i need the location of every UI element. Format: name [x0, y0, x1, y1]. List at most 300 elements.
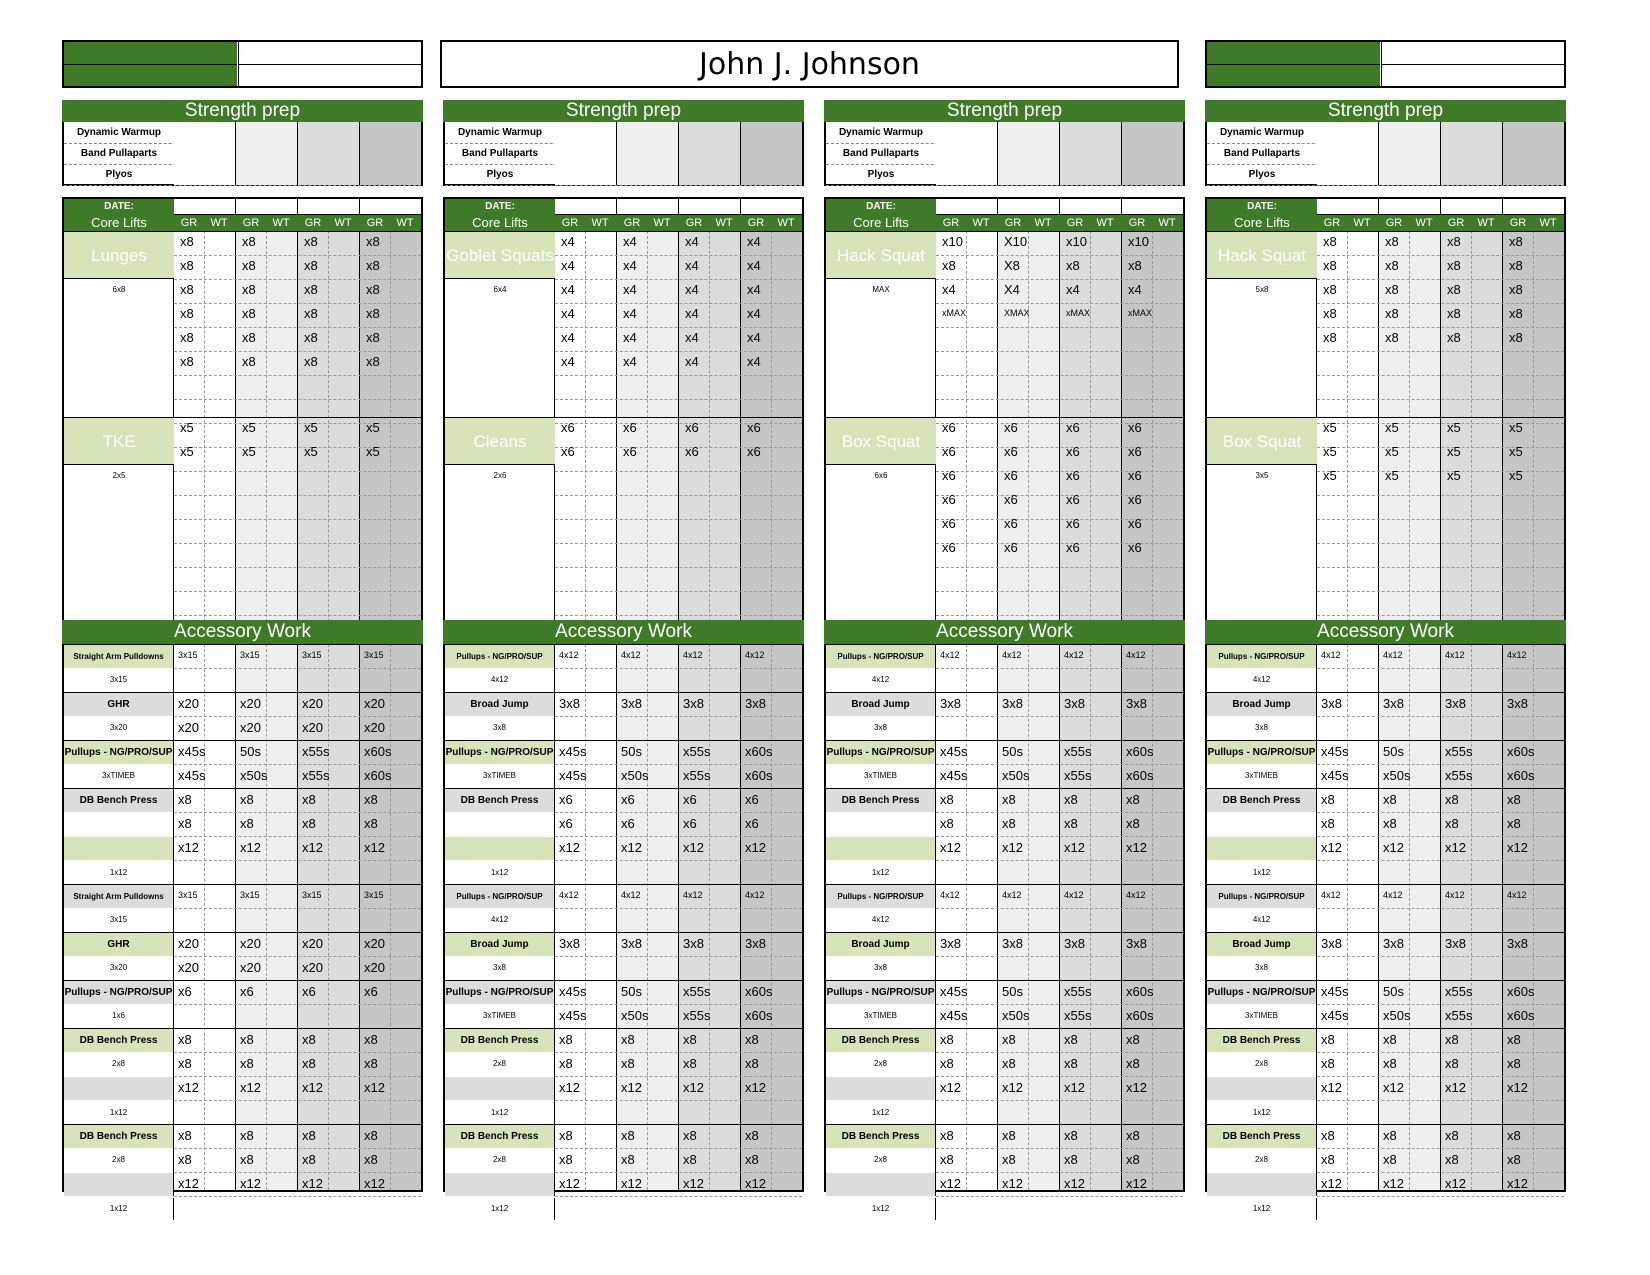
- accessory-exercise: DB Bench Press: [64, 1029, 174, 1052]
- accessory-blank-cell: [445, 1173, 555, 1196]
- set-reps: x8: [1447, 234, 1461, 249]
- wt-header: WT: [334, 217, 352, 229]
- row-line: [174, 519, 421, 520]
- set-reps: x8: [242, 354, 256, 369]
- accessory-value: 3x8: [1507, 696, 1528, 711]
- set-reps: x5: [1509, 420, 1523, 435]
- strength-prep-cell[interactable]: [236, 164, 298, 185]
- strength-prep-cell[interactable]: [679, 164, 741, 185]
- gr-header: GR: [1004, 217, 1022, 229]
- set-reps: xMAX: [1066, 308, 1091, 318]
- date-field[interactable]: [936, 199, 998, 215]
- accessory-value: x8: [1321, 816, 1335, 831]
- row-line: [1317, 1196, 1564, 1197]
- set-reps: x4: [623, 354, 637, 369]
- accessory-value: x8: [745, 1128, 759, 1143]
- accessory-value: x8: [1064, 1128, 1078, 1143]
- set-reps: x8: [242, 258, 256, 273]
- row-line: [174, 591, 421, 592]
- accessory-value: x60s: [745, 1008, 773, 1023]
- strength-prep-cell[interactable]: [1379, 164, 1441, 185]
- set-reps: x4: [747, 258, 761, 273]
- accessory-value: x8: [621, 1032, 635, 1047]
- accessory-value: x12: [1321, 1080, 1342, 1095]
- set-reps: x8: [180, 330, 194, 345]
- row-line: [936, 668, 1183, 669]
- strength-prep-cell[interactable]: [1122, 164, 1184, 185]
- strength-prep-cell[interactable]: [1441, 164, 1503, 185]
- strength-prep-cell[interactable]: [1503, 122, 1565, 143]
- set-reps: x8: [366, 330, 380, 345]
- accessory-title: Accessory Work: [62, 620, 423, 644]
- set-reps: x5: [242, 420, 256, 435]
- accessory-blank-cell: [64, 1077, 174, 1100]
- gr-header: GR: [304, 217, 322, 229]
- date-field[interactable]: [298, 199, 360, 215]
- core-lifts-section: [1205, 197, 1566, 629]
- strength-prep-cell[interactable]: [998, 143, 1060, 164]
- accessory-value: x12: [683, 840, 704, 855]
- accessory-value: x12: [683, 1176, 704, 1191]
- row-line: [936, 860, 1183, 861]
- strength-prep-label: Dynamic Warmup: [826, 122, 937, 143]
- accessory-column: [741, 644, 803, 1190]
- header-right-field-1[interactable]: [1381, 42, 1564, 65]
- accessory-value: x12: [745, 1080, 766, 1095]
- accessory-value: x8: [745, 1056, 759, 1071]
- set-reps: x6: [1066, 540, 1080, 555]
- accessory-value: x45s: [1321, 984, 1349, 999]
- accessory-value: 4x12: [559, 650, 579, 660]
- accessory-value: x8: [1507, 792, 1521, 807]
- wt-header: WT: [1353, 217, 1371, 229]
- strength-prep-cell[interactable]: [936, 143, 998, 164]
- strength-prep-row: [64, 143, 421, 165]
- accessory-value: x8: [302, 792, 316, 807]
- strength-prep-cell[interactable]: [1441, 122, 1503, 143]
- strength-prep-cell[interactable]: [360, 122, 422, 143]
- set-reps: x6: [1004, 468, 1018, 483]
- strength-prep-label: Band Pullaparts: [445, 143, 556, 164]
- accessory-value: x8: [178, 816, 192, 831]
- lift-scheme: 3x5: [1255, 471, 1269, 480]
- strength-prep-cell[interactable]: [174, 164, 236, 185]
- row-line: [936, 399, 1183, 400]
- strength-prep-section: [824, 100, 1185, 186]
- row-line: [936, 447, 1183, 448]
- strength-prep-row: [826, 164, 1183, 186]
- wt-header: WT: [210, 217, 228, 229]
- accessory-exercise: GHR: [64, 693, 174, 716]
- accessory-exercise: Pullups - NG/PRO/SUP: [1207, 645, 1317, 668]
- accessory-value: x20: [302, 720, 323, 735]
- date-field[interactable]: [174, 199, 236, 215]
- set-reps: x6: [747, 444, 761, 459]
- accessory-exercise: DB Bench Press: [64, 789, 174, 812]
- accessory-value: x8: [1445, 792, 1459, 807]
- date-field[interactable]: [555, 199, 617, 215]
- core-lifts-label: Core Lifts: [91, 215, 147, 230]
- strength-prep-cell[interactable]: [555, 143, 617, 164]
- row-line: [555, 303, 802, 304]
- accessory-grid: [555, 644, 802, 1190]
- accessory-value: x60s: [745, 984, 773, 999]
- accessory-value: x20: [302, 936, 323, 951]
- accessory-value: x12: [621, 840, 642, 855]
- accessory-value: x12: [240, 840, 261, 855]
- accessory-exercise: DB Bench Press: [826, 1125, 936, 1148]
- set-reps: x8: [1447, 258, 1461, 273]
- accessory-value: x12: [1002, 1080, 1023, 1095]
- accessory-exercise: Pullups - NG/PRO/SUP: [445, 741, 555, 764]
- strength-prep-cell[interactable]: [741, 143, 803, 164]
- strength-prep-cell[interactable]: [555, 164, 617, 185]
- strength-prep-cell[interactable]: [360, 143, 422, 164]
- lift-name-2: Box Squat: [826, 417, 936, 465]
- accessory-value: x8: [240, 792, 254, 807]
- accessory-value: 3x8: [1126, 696, 1147, 711]
- accessory-value: 4x12: [1002, 650, 1022, 660]
- accessory-value: x8: [1321, 1056, 1335, 1071]
- row-line: [555, 860, 802, 861]
- accessory-value: x45s: [559, 1008, 587, 1023]
- accessory-exercise: Pullups - NG/PRO/SUP: [1207, 981, 1317, 1004]
- accessory-value: x8: [1126, 792, 1140, 807]
- accessory-value: x12: [1383, 1176, 1404, 1191]
- accessory-exercise: DB Bench Press: [64, 1125, 174, 1148]
- set-reps: x4: [747, 306, 761, 321]
- accessory-value: x12: [1507, 1176, 1528, 1191]
- set-reps: x4: [747, 282, 761, 297]
- header-left-field-2[interactable]: [238, 65, 421, 86]
- set-reps: x6: [1128, 444, 1142, 459]
- gr-wt-divider: [266, 644, 267, 1190]
- header-left-green-1: [64, 42, 237, 65]
- accessory-note: 4x12: [445, 909, 555, 931]
- accessory-column: [1122, 644, 1184, 1190]
- set-reps: x6: [1066, 492, 1080, 507]
- accessory-value: x20: [240, 960, 261, 975]
- row-line: [555, 1196, 802, 1197]
- accessory-value: x45s: [940, 768, 968, 783]
- accessory-value: x8: [940, 1152, 954, 1167]
- strength-prep-title: Strength prep: [824, 100, 1185, 122]
- accessory-value: x12: [940, 840, 961, 855]
- strength-prep-row: [64, 122, 421, 144]
- accessory-value: x8: [302, 816, 316, 831]
- accessory-note: 3x8: [445, 717, 555, 739]
- date-field[interactable]: [679, 199, 741, 215]
- strength-prep-cell[interactable]: [1060, 122, 1122, 143]
- core-lifts-label: Core Lifts: [1234, 215, 1290, 230]
- accessory-value: 3x15: [240, 890, 260, 900]
- accessory-value: 4x12: [940, 890, 960, 900]
- date-field[interactable]: [236, 199, 298, 215]
- set-reps: x8: [1323, 258, 1337, 273]
- set-reps: x8: [366, 282, 380, 297]
- strength-prep-cell[interactable]: [741, 164, 803, 185]
- strength-prep-label: Plyos: [445, 164, 556, 185]
- row-line: [174, 812, 421, 813]
- wt-header: WT: [653, 217, 671, 229]
- strength-prep-cell[interactable]: [174, 122, 236, 143]
- accessory-exercise: Pullups - NG/PRO/SUP: [826, 885, 936, 908]
- date-field[interactable]: [1122, 199, 1184, 215]
- row-line: [555, 471, 802, 472]
- set-reps: x4: [561, 354, 575, 369]
- accessory-value: x6: [302, 984, 316, 999]
- strength-prep-cell[interactable]: [741, 122, 803, 143]
- header-left-green-2: [64, 65, 237, 86]
- strength-prep-cell[interactable]: [936, 122, 998, 143]
- date-field[interactable]: [617, 199, 679, 215]
- strength-prep-cell[interactable]: [1379, 122, 1441, 143]
- accessory-note: 3xTIMEB: [64, 765, 174, 787]
- header-right-field-2[interactable]: [1381, 65, 1564, 86]
- strength-prep-cell[interactable]: [1317, 143, 1379, 164]
- date-field[interactable]: [360, 199, 422, 215]
- gr-wt-divider: [204, 644, 205, 1190]
- accessory-value: x8: [1064, 816, 1078, 831]
- strength-prep-cell[interactable]: [298, 164, 360, 185]
- accessory-value: x60s: [745, 744, 773, 759]
- date-row: [826, 199, 1183, 215]
- accessory-value: x12: [178, 1080, 199, 1095]
- accessory-value: x8: [683, 1128, 697, 1143]
- row-line: [174, 1148, 421, 1149]
- date-field[interactable]: [998, 199, 1060, 215]
- accessory-column: [617, 644, 679, 1190]
- strength-prep-cell[interactable]: [617, 164, 679, 185]
- set-reps: x4: [747, 354, 761, 369]
- set-reps: x6: [1004, 492, 1018, 507]
- date-field[interactable]: [1503, 199, 1565, 215]
- set-reps: x6: [942, 468, 956, 483]
- wt-header: WT: [1158, 217, 1176, 229]
- wt-header: WT: [1034, 217, 1052, 229]
- row-line: [1317, 1052, 1564, 1053]
- accessory-note: 3xTIMEB: [1207, 1005, 1317, 1027]
- date-field[interactable]: [1441, 199, 1503, 215]
- accessory-value: 50s: [1002, 744, 1023, 759]
- accessory-note: 4x12: [826, 909, 936, 931]
- accessory-value: x45s: [940, 1008, 968, 1023]
- strength-prep-cell[interactable]: [1441, 143, 1503, 164]
- accessory-note: 1x12: [64, 1102, 174, 1124]
- header-left-field-1[interactable]: [238, 42, 421, 65]
- accessory-value: 3x8: [1064, 936, 1085, 951]
- set-reps: x5: [304, 444, 318, 459]
- row-line: [174, 567, 421, 568]
- set-reps: x6: [685, 444, 699, 459]
- accessory-value: x8: [178, 1152, 192, 1167]
- accessory-note: 3xTIMEB: [445, 765, 555, 787]
- strength-prep-cell[interactable]: [617, 122, 679, 143]
- accessory-note: 1x12: [826, 1198, 936, 1220]
- strength-prep-cell[interactable]: [679, 143, 741, 164]
- set-reps: x4: [685, 234, 699, 249]
- row-line: [174, 1196, 421, 1197]
- row-line: [936, 375, 1183, 376]
- date-field[interactable]: [1060, 199, 1122, 215]
- strength-prep-cell[interactable]: [236, 143, 298, 164]
- accessory-exercise: DB Bench Press: [445, 1029, 555, 1052]
- row-line: [555, 495, 802, 496]
- row-line: [555, 956, 802, 957]
- gr-wt-divider: [771, 644, 772, 1190]
- lift-name-2: Cleans: [445, 417, 555, 465]
- row-line: [936, 716, 1183, 717]
- strength-prep-cell[interactable]: [1503, 164, 1565, 185]
- accessory-exercise: Pullups - NG/PRO/SUP: [826, 645, 936, 668]
- accessory-value: x8: [1383, 1032, 1397, 1047]
- accessory-value: x12: [240, 1080, 261, 1095]
- row-line: [1317, 447, 1564, 448]
- strength-prep-cell[interactable]: [1317, 164, 1379, 185]
- strength-prep-cell[interactable]: [555, 122, 617, 143]
- date-field[interactable]: [1379, 199, 1441, 215]
- set-reps: x6: [561, 444, 575, 459]
- date-field[interactable]: [741, 199, 803, 215]
- accessory-value: 3x8: [621, 696, 642, 711]
- row-line: [1317, 615, 1564, 616]
- accessory-value: x8: [683, 1032, 697, 1047]
- set-reps: x8: [1509, 234, 1523, 249]
- accessory-value: x20: [364, 960, 385, 975]
- strength-prep-cell[interactable]: [679, 122, 741, 143]
- lift-scheme: 6x6: [874, 471, 888, 480]
- strength-prep-cell[interactable]: [1379, 143, 1441, 164]
- strength-prep-cell[interactable]: [998, 122, 1060, 143]
- strength-prep-cell[interactable]: [1060, 143, 1122, 164]
- accessory-value: x60s: [364, 744, 392, 759]
- accessory-value: x8: [1445, 1056, 1459, 1071]
- accessory-value: x6: [621, 792, 635, 807]
- row-line: [174, 615, 421, 616]
- set-reps: x5: [242, 444, 256, 459]
- set-reps: x8: [1385, 282, 1399, 297]
- gr-header: GR: [747, 217, 765, 229]
- gr-header: GR: [180, 217, 198, 229]
- row-line: [555, 375, 802, 376]
- gr-wt-divider: [1533, 644, 1534, 1190]
- set-reps: x4: [561, 258, 575, 273]
- strength-prep-cell[interactable]: [236, 122, 298, 143]
- strength-prep-cell[interactable]: [1317, 122, 1379, 143]
- set-reps: x8: [180, 258, 194, 273]
- core-lifts-section: [443, 197, 804, 629]
- accessory-value: x45s: [559, 984, 587, 999]
- set-reps: x5: [1323, 468, 1337, 483]
- accessory-value: x12: [559, 1176, 580, 1191]
- accessory-column: [1379, 644, 1441, 1190]
- accessory-value: x8: [559, 1152, 573, 1167]
- gr-header: GR: [242, 217, 260, 229]
- strength-prep-cell[interactable]: [1060, 164, 1122, 185]
- accessory-note: 1x6: [64, 1005, 174, 1027]
- accessory-value: x8: [1064, 1032, 1078, 1047]
- accessory-value: x12: [1445, 1176, 1466, 1191]
- date-label: DATE:: [826, 199, 936, 215]
- accessory-value: x8: [1126, 1128, 1140, 1143]
- accessory-value: x8: [559, 1128, 573, 1143]
- accessory-value: 4x12: [1126, 890, 1146, 900]
- strength-prep-cell[interactable]: [298, 122, 360, 143]
- strength-prep-cell[interactable]: [1122, 122, 1184, 143]
- date-field[interactable]: [1317, 199, 1379, 215]
- row-line: [1317, 375, 1564, 376]
- row-line: [1317, 1148, 1564, 1149]
- set-reps: x4: [1128, 282, 1142, 297]
- accessory-value: x8: [621, 1128, 635, 1143]
- accessory-note: 1x12: [826, 862, 936, 884]
- strength-prep-cell[interactable]: [298, 143, 360, 164]
- strength-prep-section: [62, 100, 423, 186]
- accessory-value: 3x8: [683, 936, 704, 951]
- wt-header: WT: [591, 217, 609, 229]
- row-line: [936, 812, 1183, 813]
- strength-prep-cell[interactable]: [998, 164, 1060, 185]
- accessory-value: 3x15: [178, 890, 198, 900]
- strength-prep-cell[interactable]: [1503, 143, 1565, 164]
- accessory-note: 1x12: [64, 1198, 174, 1220]
- accessory-exercise: DB Bench Press: [445, 1125, 555, 1148]
- accessory-blank-cell: [826, 837, 936, 860]
- accessory-value: x8: [1321, 1152, 1335, 1167]
- row-line: [1317, 668, 1564, 669]
- accessory-value: x8: [1507, 816, 1521, 831]
- accessory-value: x8: [559, 1056, 573, 1071]
- set-reps: x8: [366, 234, 380, 249]
- accessory-value: x12: [1321, 1176, 1342, 1191]
- accessory-value: x8: [1126, 1032, 1140, 1047]
- row-line: [174, 399, 421, 400]
- core-lifts-label: Core Lifts: [853, 215, 909, 230]
- strength-prep-title: Strength prep: [443, 100, 804, 122]
- accessory-value: x8: [1002, 792, 1016, 807]
- strength-prep-cell[interactable]: [360, 164, 422, 185]
- accessory-value: 3x8: [559, 696, 580, 711]
- set-reps: x6: [942, 516, 956, 531]
- strength-prep-cell[interactable]: [174, 143, 236, 164]
- accessory-value: x45s: [940, 984, 968, 999]
- accessory-value: x6: [559, 792, 573, 807]
- row-line: [936, 1100, 1183, 1101]
- strength-prep-label: Band Pullaparts: [1207, 143, 1318, 164]
- accessory-value: x12: [940, 1080, 961, 1095]
- accessory-exercise: Broad Jump: [1207, 933, 1317, 956]
- set-reps: x4: [685, 282, 699, 297]
- set-reps: x8: [1323, 330, 1337, 345]
- accessory-value: x45s: [178, 744, 206, 759]
- accessory-blank-cell: [64, 837, 174, 860]
- set-reps: x5: [180, 444, 194, 459]
- gr-wt-divider: [328, 644, 329, 1190]
- strength-prep-cell[interactable]: [936, 164, 998, 185]
- row-line: [936, 255, 1183, 256]
- set-reps: x6: [623, 420, 637, 435]
- gr-header: GR: [685, 217, 703, 229]
- strength-prep-cell[interactable]: [1122, 143, 1184, 164]
- row-line: [555, 812, 802, 813]
- accessory-value: x60s: [364, 768, 392, 783]
- row-line: [555, 615, 802, 616]
- accessory-note: 4x12: [826, 669, 936, 691]
- set-reps: x8: [1447, 282, 1461, 297]
- row-line: [174, 447, 421, 448]
- accessory-value: x8: [240, 1056, 254, 1071]
- strength-prep-cell[interactable]: [617, 143, 679, 164]
